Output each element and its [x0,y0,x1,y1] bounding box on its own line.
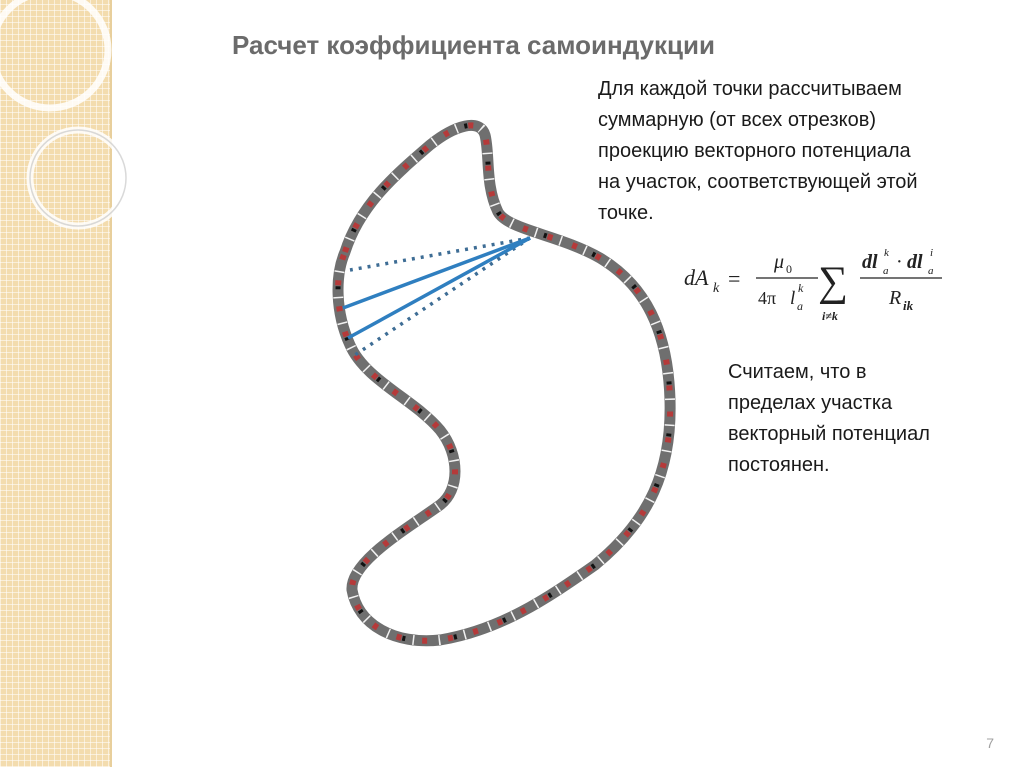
formula-mu-sub: 0 [786,262,792,276]
formula-R-sub: ik [903,298,914,313]
formula-dl2-sup: i [930,247,934,259]
text-line: пределах участка [728,392,893,414]
formula-R: R [889,287,902,309]
formula-dl1-sub: a [883,265,889,277]
formula-dl2: dl [907,251,923,273]
text-line: на участок, соответствующей этой [598,171,918,193]
loop-contour [338,125,670,640]
formula-lhs-sub: k [713,281,720,296]
formula-4pi: 4π [758,288,777,308]
formula-dot: · [896,251,903,273]
slide-title: Расчет коэффициента самоиндукции [232,30,715,60]
formula-l-sub: a [797,299,803,313]
text-line: суммарную (от всех отрезков) [598,109,877,131]
formula-sum: ∑ [818,259,848,305]
page-number: 7 [986,735,994,751]
text-line: Для каждой точки рассчитываем [598,78,902,100]
text-line: векторный потенциал [728,423,930,445]
formula-l: l [790,288,796,309]
formula-dl1-sup: k [884,247,889,259]
formula-equals: = [728,266,741,291]
formula-mu: μ [774,251,785,273]
segment-dividers [338,125,670,640]
formula-dl2-sub: a [928,265,934,277]
formula-dl1: dl [862,251,878,273]
text-line: проекцию векторного потенциала [598,140,911,162]
text-line: постоянен. [728,454,830,476]
formula-l-sup: k [798,281,804,295]
formula-lhs: dA [684,265,709,290]
solid-projection-lines [343,238,530,338]
text-line: точке. [598,202,654,224]
formula-sum-index: i≠k [822,309,838,323]
text-line: Считаем, что в [728,361,867,383]
